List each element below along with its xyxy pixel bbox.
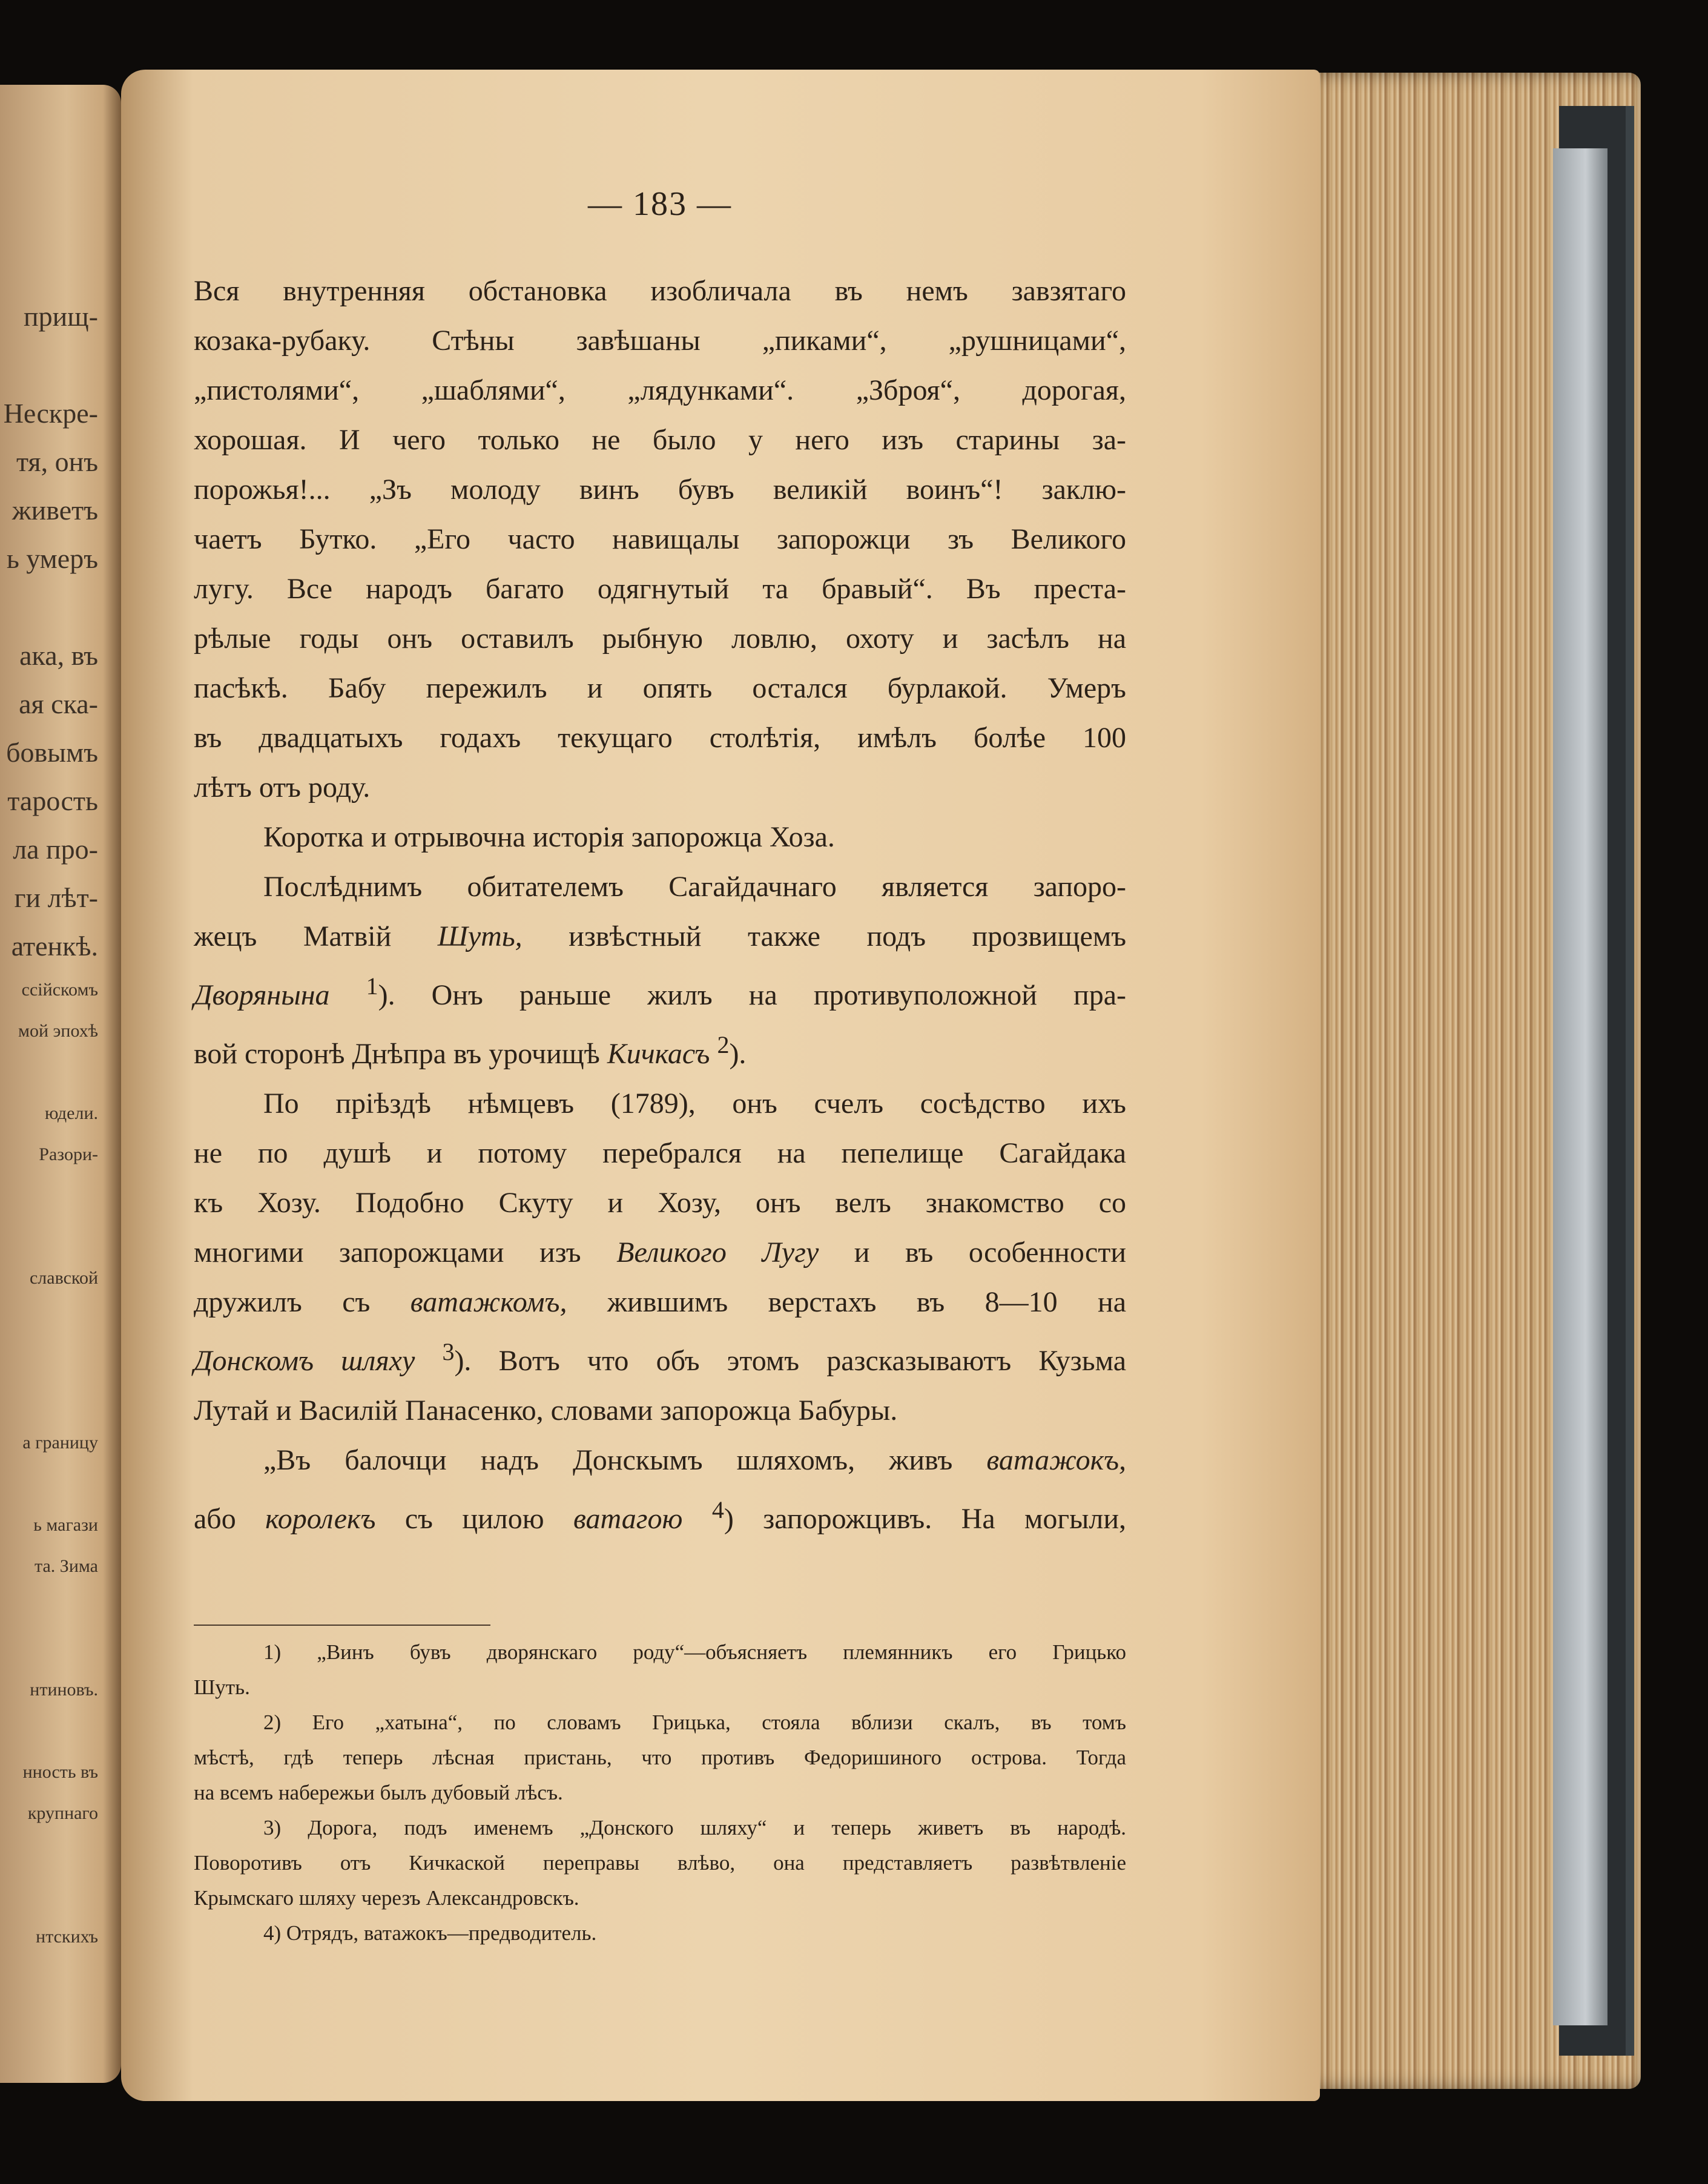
body-line: козака-рубаку. Стѣны завѣшаны „пиками“, „рушницами“, [194,325,1126,357]
body-line: пасѣкѣ. Бабу пережилъ и опять остался бурлакой. Умеръ [194,672,1126,704]
footnote-line: мѣстѣ, гдѣ теперь лѣсная пристань, что противъ Федоришиного острова. Тогда [194,1746,1126,1769]
left-page-line: крупнаго [27,1803,98,1823]
left-page-line: а границу [22,1433,98,1453]
left-page-line [0,1475,98,1493]
left-page-line: мой эпохѣ [18,1021,98,1041]
left-page-line: тя, онъ [16,446,98,477]
body-line: къ Хозу. Подобно Скуту и Хозу, онъ велъ знакомство со [194,1187,1126,1219]
body-line: Дворянына $^1$). Онъ раньше жилъ на противуположной пра- [194,972,1126,1011]
left-page-line: ь магази [33,1515,98,1535]
left-page-line [0,1187,98,1205]
left-page-line: живетъ [12,495,98,526]
body-line: Донскомъ шляху $^3$). Вотъ что объ этомъ разсказываютъ Кузьма [194,1338,1127,1377]
footnote-line: на всемъ набережьи былъ дубовый лѣсъ. [194,1781,563,1804]
body-line: вой сторонѣ Днѣпра въ урочищѣ Кичкасъ $^2$). [194,1031,747,1070]
left-page-line: бовымъ [6,737,98,768]
body-line: Вся внутренняя обстановка изобличала въ немъ завзятаго [194,275,1126,307]
left-page-line [0,1393,98,1411]
body-line: Послѣднимъ обитателемъ Сагайдачнаго является запоро- [263,871,1126,903]
body-line: въ двадцатыхъ годахъ текущаго столѣтія, имѣлъ болѣе 100 [194,722,1126,754]
footnote-line: Крымскаго шляху черезъ Александровскъ. [194,1886,579,1910]
left-page-line [0,593,98,621]
body-line: Коротка и отрывочна исторія запорожца Хоза. [263,821,835,853]
page-number: — 183 — [588,185,732,223]
left-page-line: атенкѣ. [11,931,98,962]
left-page-line [0,1640,98,1658]
body-line: По пріѣздѣ нѣмцевъ (1789), онъ счелъ сосѣдство ихъ [263,1087,1126,1120]
footnote-line: 3) Дорога, подъ именемъ „Донского шляху“ и теперь живетъ въ народѣ. [263,1816,1126,1839]
left-page-line: та. Зима [35,1556,98,1576]
right-page [121,70,1320,2101]
left-page-text [0,303,98,1969]
body-line: не по душѣ и потому перебрался на пепелище Сагайдака [194,1137,1126,1169]
body-line: Лутай и Василій Панасенко, словами запорожца Бабуры. [194,1394,898,1427]
left-page-line: Разори- [39,1144,98,1164]
left-page-line: ги лѣт- [14,882,98,913]
left-page-line [0,1228,98,1246]
left-page-line [0,1887,98,1905]
body-line: дружилъ съ ватажкомъ, жившимъ верстахъ въ 8—10 на [194,1286,1126,1318]
body-line: жецъ Матвій Шуть, извѣстный также подъ прозвищемъ [194,920,1127,952]
book-cover-spine-strip [1553,148,1607,2025]
footnote-line: 4) Отрядъ, ватажокъ—предводитель. [263,1921,597,1945]
footnote-line: Поворотивъ отъ Кичкаской переправы влѣво, она представляетъ развѣтвленіе [194,1851,1126,1875]
left-page-line: тарость [7,785,98,816]
page-body [194,266,1126,1544]
footnote-line: 2) Его „хатына“, по словамъ Грицька, стояла вблизи скалъ, въ томъ [263,1711,1126,1734]
left-page-edge [0,85,121,2083]
left-page-line: ь умеръ [6,543,98,574]
body-line: многими запорожцами изъ Великого Лугу и въ особенности [194,1236,1126,1269]
body-line: рѣлые годы онъ оставилъ рыбную ловлю, охоту и засѣлъ на [194,622,1126,655]
left-page-line [0,1351,98,1370]
left-page-line: прищ- [24,301,98,332]
body-line: або королекъ съ цилою ватагою $^4$) запорожцивъ. На могыли, [194,1496,1127,1535]
left-page-line: ая ска- [19,688,98,719]
body-line: лугу. Все народъ багато одягнутый та бравый“. Въ преста- [194,573,1126,605]
footnote-line: 1) „Винъ бувъ дворянскаго роду“—объясняетъ племянникъ его Грицько [263,1640,1126,1664]
body-line: „пистолями“, „шаблями“, „лядунками“. „Зброя“, дорогая, [194,374,1126,406]
body-line: лѣтъ отъ роду. [194,771,371,803]
left-page-line [0,1310,98,1328]
body-line: „Въ балочци надъ Донскымъ шляхомъ, живъ ватажокъ, [263,1444,1126,1476]
footnotes [194,1635,1126,1951]
left-page-line: славской [29,1268,98,1288]
left-page-line [0,1846,98,1864]
left-page-line: ла про- [13,834,98,865]
left-page-line: нтскихъ [36,1927,98,1947]
left-page-line: нность въ [22,1762,98,1782]
left-page-line: юдели. [45,1103,98,1123]
left-page-line [0,1598,98,1617]
left-page-line [0,1722,98,1740]
left-page-line: ссійскомъ [21,980,98,1000]
left-page-line [0,351,98,379]
footnote-line: Шуть. [194,1675,250,1699]
left-page-line: ака, въ [19,640,98,671]
body-line: порожья!... „Зъ молоду винъ бувъ великій воинъ“! заклю- [194,473,1126,506]
body-line: чаетъ Бутко. „Его часто навищалы запорожци зъ Великого [194,523,1126,555]
left-page-line: Нескре- [3,398,98,429]
left-page-line [0,1063,98,1081]
left-page-line: нтиновъ. [30,1680,98,1700]
body-line: хорошая. И чего только не было у него изъ старины за- [194,424,1126,456]
footnote-rule [194,1625,490,1626]
